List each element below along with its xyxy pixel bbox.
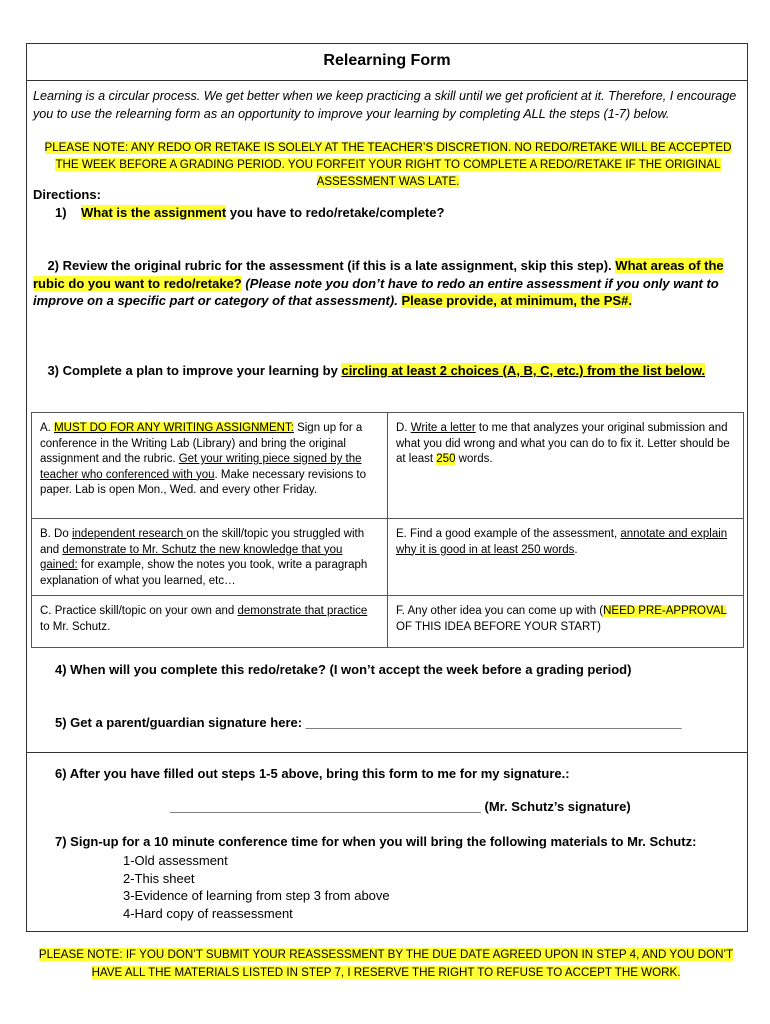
- list-item: 4-Hard copy of reassessment: [123, 905, 293, 921]
- step-3-highlight: circling at least 2 choices (A, B, C, etc.) from the list below.: [341, 363, 706, 378]
- step-1-highlight: What is the assignment: [81, 205, 227, 220]
- choice-f[interactable]: F. Any other idea you can come up with (NEED PRE-APPROVAL OF THIS IDEA BEFORE YOUR START): [396, 605, 727, 633]
- step-2: 2) Review the original rubric for the assessment (if this is a late assignment, skip this step). What areas of the rubic do you want to redo/retake? (Please note you don’t have to redo an entire assessment if you only want to improve on a specific part or category of that assessment). Please provide, at minimum, the PS#.: [33, 258, 724, 308]
- choice-e[interactable]: E. Find a good example of the assessment, annotate and explain why it is good in at least 250 words.: [396, 528, 728, 556]
- step-1: 1) What is the assignment you have to redo/retake/complete?: [55, 205, 445, 220]
- step-2-highlight: What areas of the rubic do you want to redo/retake?: [33, 258, 724, 291]
- list-item: 1-Old assessment: [123, 853, 228, 868]
- form-title: Relearning Form: [323, 52, 451, 69]
- step-6: 6) After you have filled out steps 1-5 above, bring this form to me for my signature.:: [55, 766, 570, 781]
- footer-notice: [30, 946, 742, 982]
- section-divider: [26, 752, 748, 753]
- step-5-parent-signature[interactable]: 5) Get a parent/guardian signature here: ____________________________________________________: [55, 715, 682, 730]
- directions-label: Directions:: [33, 187, 101, 202]
- choice-c[interactable]: C. Practice skill/topic on your own and demonstrate that practice to Mr. Schutz.: [40, 605, 368, 633]
- footer-text: PLEASE NOTE: IF YOU DON’T SUBMIT YOUR REASSESSMENT BY THE DUE DATE AGREED UPON IN STEP 4, AND YOU DON’T HAVE ALL THE MATERIALS LISTED IN STEP 7, I RESERVE THE RIGHT TO REFUSE TO ACCEPT THE WORK.: [38, 948, 734, 979]
- list-item: 2-This sheet: [123, 870, 195, 886]
- choice-d[interactable]: D. Write a letter to me that analyzes your original submission and what you did wrong and what you can do to fix it. Letter should be at least 250 words.: [396, 422, 730, 465]
- step-4: 4) When will you complete this redo/retake? (I won’t accept the week before a grading period): [55, 662, 632, 677]
- step-2-ps-highlight: Please provide, at minimum, the PS#.: [401, 293, 632, 308]
- choices-table: [31, 412, 744, 648]
- discretion-notice: [33, 139, 743, 190]
- notice-text: PLEASE NOTE: ANY REDO OR RETAKE IS SOLELY AT THE TEACHER’S DISCRETION. NO REDO/RETAKE WILL BE ACCEPTED THE WEEK BEFORE A GRADING PERIOD. YOU FORFEIT YOUR RIGHT TO COMPLETE A REDO/RETAKE IF THE ORIGINAL ASSESSMENT WAS LATE.: [44, 141, 732, 188]
- intro-text: Learning is a circular process. We get better when we keep practicing a skill until we get proficient at it. Therefore, I encourage you to use the relearning form as an opportunity to improve your learning by completing ALL the steps (1-7) below.: [33, 89, 737, 121]
- list-item: 3-Evidence of learning from step 3 from above: [123, 888, 390, 903]
- materials-list: [123, 852, 390, 922]
- step-7: 7) Sign-up for a 10 minute conference time for when you will bring the following materials to Mr. Schutz:: [55, 834, 697, 849]
- teacher-signature-line[interactable]: ___________________________________________ (Mr. Schutz’s signature): [170, 799, 631, 814]
- choice-a[interactable]: A. MUST DO FOR ANY WRITING ASSIGNMENT: Sign up for a conference in the Writing Lab (Library) and bring the original assignment and the rubric. Get your writing piece signed by the teacher who conferenced with you. Make necessary revisions to paper. Lab is open Mon., Wed. and every other Friday.: [40, 422, 367, 496]
- step-3: 3) Complete a plan to improve your learning by circling at least 2 choices (A, B, C, etc.) from the list below.: [47, 363, 706, 378]
- title-divider: [26, 80, 748, 81]
- choice-b[interactable]: B. Do independent research on the skill/topic you struggled with and demonstrate to Mr. Schutz the new knowledge that you gained: for example, show the notes you took, write a paragraph explanation of what you learned, etc…: [40, 528, 368, 587]
